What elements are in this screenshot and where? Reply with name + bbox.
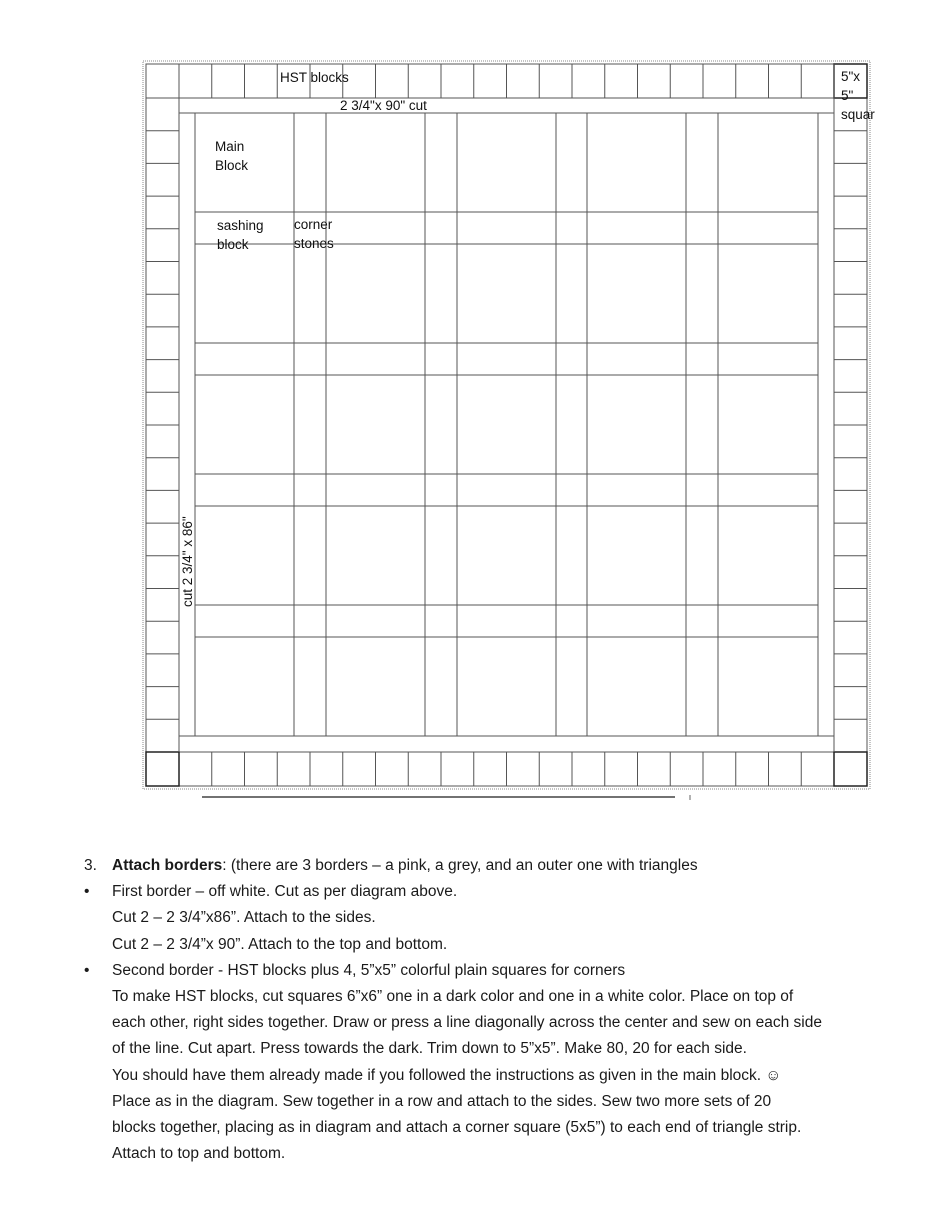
bullet-line: blocks together, placing as in diagram and attach a corner square (5x5”) to each end of triangle strip. — [112, 1119, 802, 1137]
corner-square — [146, 752, 179, 786]
bullet-line: Attach to top and bottom. — [112, 1145, 286, 1163]
bullet-line: To make HST blocks, cut squares 6”x6” one in a dark color and one in a white color. Place on top of — [112, 988, 794, 1006]
instructions-section — [84, 853, 904, 1167]
bullet-line: Place as in the diagram. Sew together in a row and attach to the sides. Sew two more sets of 20 — [112, 1092, 772, 1110]
corner-square-label: 5"x 5" squar — [841, 69, 875, 122]
step-3 — [84, 853, 904, 879]
bullet-line: Cut 2 – 2 3/4”x86”. Attach to the sides. — [112, 909, 376, 927]
bullet-line: Second border - HST blocks plus 4, 5”x5” colorful plain squares for corners — [112, 961, 626, 979]
step-3-text — [112, 853, 904, 879]
bullet-marker: • — [84, 883, 90, 901]
step-title: Attach borders — [112, 857, 223, 874]
bullet-marker: • — [84, 961, 90, 979]
side-border-cut-label: cut 2 3/4" x 86" — [180, 516, 195, 607]
bullet-line: each other, right sides together. Draw or press a line diagonally across the center and sew on each side — [112, 1014, 822, 1032]
step-number: 3. — [84, 857, 97, 874]
corner-stones-label: corner stones — [294, 217, 334, 251]
main-block-label: Main Block — [215, 139, 249, 173]
bullet-line: First border – off white. Cut as per diagram above. — [112, 883, 458, 901]
bullet-line: of the line. Cut apart. Press towards the dark. Trim down to 5”x5”. Make 80, 20 for each side. — [112, 1040, 747, 1058]
corner-square — [834, 752, 867, 786]
bullet-line: Cut 2 – 2 3/4”x 90”. Attach to the top and bottom. — [112, 935, 448, 953]
bullet-line: You should have them already made if you followed the instructions as given in the main block. ☺ — [112, 1066, 782, 1084]
hst-blocks-label: HST blocks — [280, 70, 349, 85]
top-border-cut-label: 2 3/4"x 90" cut — [340, 98, 427, 113]
bullet-second-border — [84, 958, 904, 1168]
bullet-first-border — [84, 879, 904, 958]
sashing-block-label: sashing block — [217, 218, 264, 252]
step-description: : (there are 3 borders – a pink, a grey, and an outer one with triangles — [222, 857, 698, 874]
